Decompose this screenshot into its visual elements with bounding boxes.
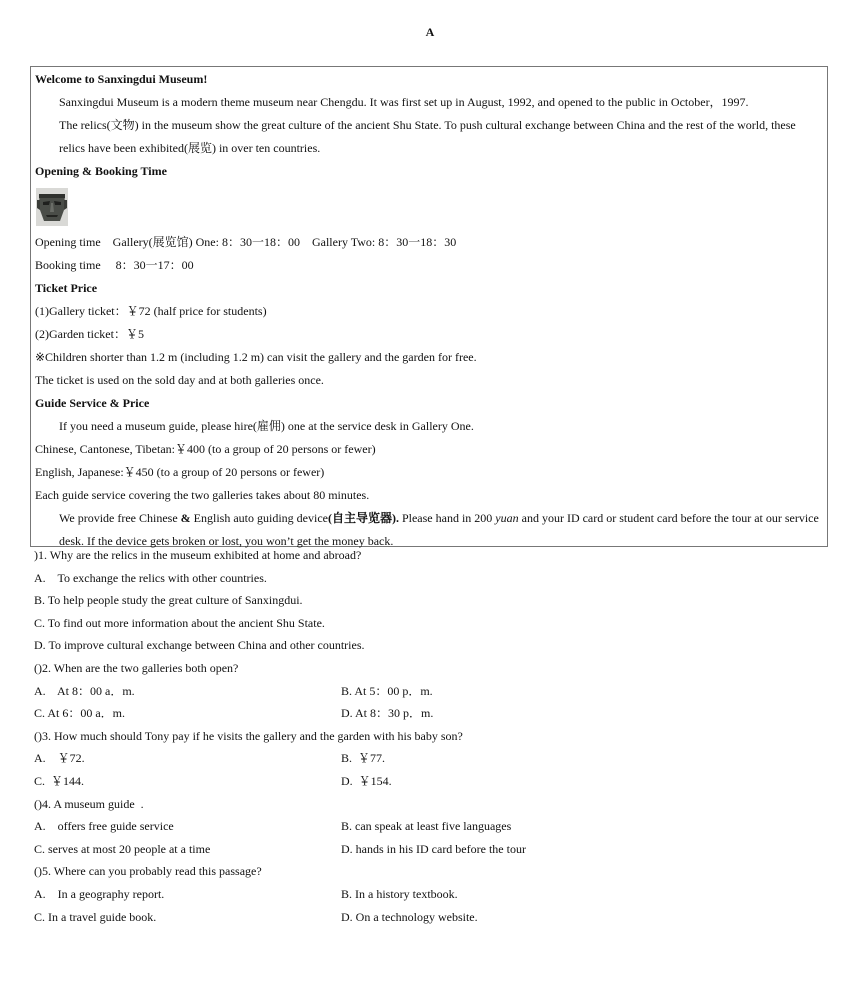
option-c[interactable]: C. serves at most 20 people at a time — [34, 841, 211, 856]
option-a[interactable]: A. ￥72. — [34, 751, 85, 766]
option-row — [34, 906, 834, 929]
option-a[interactable]: A. offers free guide service — [34, 819, 174, 834]
option-row — [34, 747, 834, 770]
option-a[interactable]: A. At 8：00 a．m. — [34, 683, 135, 698]
option-c[interactable]: C. In a travel guide book. — [34, 909, 157, 924]
guide-hire: If you need a museum guide, please hire(雇佣) one at the service desk in Gallery One. — [59, 419, 474, 433]
device-text-3: Please hand in 200 — [398, 511, 496, 525]
option-b[interactable]: B. can speak at least five languages — [341, 819, 512, 834]
option-a[interactable]: A. To exchange the relics with other countries. — [34, 570, 267, 585]
option-d[interactable]: D. hands in his ID card before the tour — [341, 841, 526, 856]
option-b[interactable]: B. ￥77. — [341, 751, 386, 766]
ticket-use: The ticket is used on the sold day and at both galleries once. — [35, 373, 324, 387]
option-d[interactable]: D. At 8：30 p．m. — [341, 706, 434, 721]
guide-price-chinese: Chinese, Cantonese, Tibetan:￥400 (to a group of 20 persons or fewer) — [35, 442, 376, 456]
device-chinese: (自主导览器). — [327, 511, 399, 525]
question-stem: ()5. Where can you probably read this passage? — [34, 864, 262, 879]
option-row — [34, 838, 834, 861]
opening-time: Opening time Gallery(展览馆) One: 8：30一18：00 Gallery Two: 8：30一18：30 — [35, 235, 457, 249]
guide-duration: Each guide service covering the two galleries takes about 80 minutes. — [35, 488, 370, 502]
passage-title: Welcome to Sanxingdui Museum! — [35, 72, 208, 86]
option-row — [34, 815, 834, 838]
option-b[interactable]: B. At 5：00 p．m. — [341, 683, 433, 698]
question-list — [34, 544, 834, 928]
option-b[interactable]: B. In a history textbook. — [341, 886, 458, 901]
museum-image — [35, 183, 823, 231]
gallery-ticket: (1)Gallery ticket：￥72 (half price for students) — [35, 304, 267, 318]
opening-heading: Opening & Booking Time — [35, 164, 167, 178]
question-stem: ()2. When are the two galleries both open? — [34, 660, 239, 675]
option-b[interactable]: B. To help people study the great culture of Sanxingdui. — [34, 593, 303, 608]
bronze-mask-icon — [36, 188, 68, 226]
option-row — [34, 770, 834, 793]
device-amp: & — [180, 511, 191, 525]
device-text-4: and your ID card or student card before the tour at our service desk. If the device gets broken or lost, you won’t get the money back. — [59, 511, 819, 548]
intro-paragraph: Sanxingdui Museum is a modern theme museum near Chengdu. It was first set up in August, 1992, and opened to the public in October，1997. — [59, 95, 749, 109]
option-row — [34, 680, 834, 703]
question-stem: )1. Why are the relics in the museum exhibited at home and abroad? — [34, 548, 362, 562]
option-c[interactable]: C. To find out more information about the ancient Shu State. — [34, 615, 325, 630]
booking-time: Booking time 8：30一17：00 — [35, 258, 194, 272]
children-note: ※Children shorter than 1.2 m (including 1.2 m) can visit the gallery and the garden for free. — [35, 350, 477, 364]
option-d[interactable]: D. On a technology website. — [341, 909, 478, 924]
question-stem: ()3. How much should Tony pay if he visits the gallery and the garden with his baby son? — [34, 728, 463, 743]
option-d[interactable]: D. ￥154. — [341, 773, 392, 788]
reading-passage-box — [30, 66, 828, 547]
option-a[interactable]: A. In a geography report. — [34, 886, 165, 901]
option-d[interactable]: D. To improve cultural exchange between China and other countries. — [34, 638, 365, 653]
relics-paragraph: The relics(文物) in the museum show the great culture of the ancient Shu State. To push cultural exchange between China and the rest of the world, these relics have been exhibited(展览) in over ten countries. — [59, 118, 796, 155]
section-letter: A — [425, 25, 435, 39]
ticket-heading: Ticket Price — [35, 281, 98, 295]
garden-ticket: (2)Garden ticket：￥5 — [35, 327, 144, 341]
option-c[interactable]: C. At 6：00 a．m. — [34, 706, 126, 721]
guide-heading: Guide Service & Price — [35, 396, 150, 410]
device-text-2: English auto guiding device — [190, 511, 328, 525]
option-c[interactable]: C. ￥144. — [34, 773, 85, 788]
device-text-1: We provide free Chinese — [59, 511, 181, 525]
device-yuan: yuan — [495, 511, 519, 525]
option-row — [34, 702, 834, 725]
guide-price-english: English, Japanese:￥450 (to a group of 20 persons or fewer) — [35, 465, 325, 479]
question-stem: ()4. A museum guide . — [34, 796, 144, 811]
option-row — [34, 883, 834, 906]
